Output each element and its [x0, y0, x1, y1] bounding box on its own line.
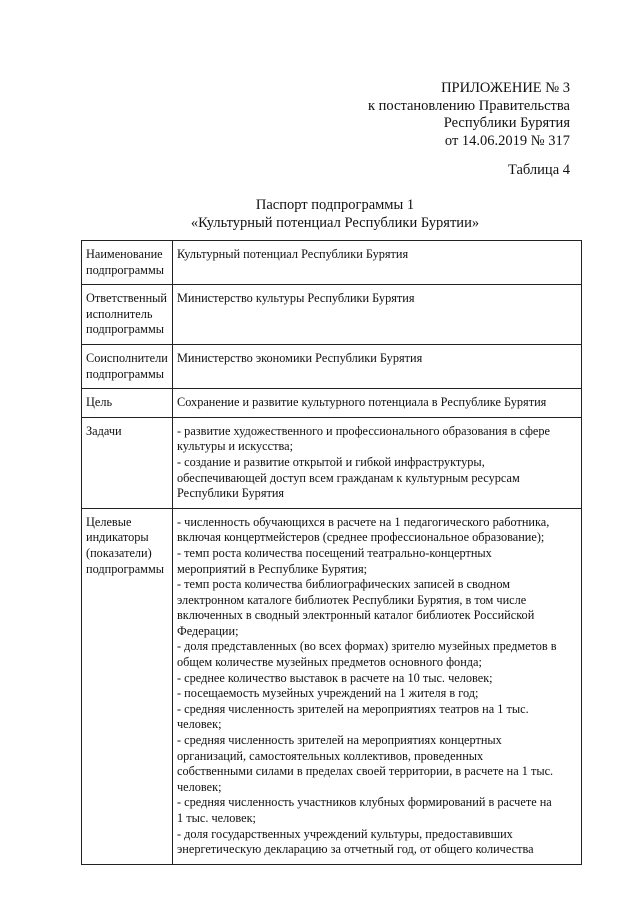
row-label-cell	[82, 285, 173, 345]
table-row	[82, 285, 582, 345]
row-value-line: включая концертмейстеров (среднее профессиональное образование);	[177, 530, 545, 545]
title-line: «Культурный потенциал Республики Бурятии»	[190, 214, 480, 231]
row-label-line: подпрограммы	[86, 262, 164, 277]
appendix-line: к постановлению Правительства	[368, 97, 570, 114]
row-value-line: Министерство экономики Республики Бурятия	[177, 350, 423, 365]
row-label-line: подпрограммы	[86, 561, 164, 576]
passport-table	[81, 240, 582, 865]
row-value-line: - развитие художественного и профессионального образования в сфере	[177, 423, 551, 438]
row-label-line: подпрограммы	[86, 322, 164, 337]
row-value-line: - темп роста количества посещений театрально-концертных	[177, 545, 492, 560]
row-value-line: культуры и искусства;	[177, 439, 293, 454]
row-value-line: - доля государственных учреждений культуры, предоставивших	[177, 826, 513, 841]
passport-table-body	[82, 241, 582, 865]
row-value-line: - среднее количество выставок в расчете на 10 тыс. человек;	[177, 670, 493, 685]
table-row	[82, 389, 582, 418]
appendix-line: от 14.06.2019 № 317	[444, 132, 570, 149]
row-value-line: 1 тыс. человек;	[177, 811, 256, 825]
row-value-line: - численность обучающихся в расчете на 1 педагогического работника,	[177, 514, 550, 529]
row-label-line: Наименование	[86, 247, 163, 261]
row-value-line: - средняя численность зрителей на мероприятиях театров на 1 тыс.	[177, 701, 529, 716]
row-value-line: организаций, самостоятельных коллективов, проведенных	[177, 748, 484, 763]
appendix-header	[368, 80, 570, 150]
row-value-cell	[173, 344, 582, 388]
row-value-line: - посещаемость музейных учреждений на 1 жителя в год;	[177, 686, 479, 701]
passport-title	[85, 197, 585, 233]
appendix-line: Республики Бурятия	[443, 115, 570, 132]
row-label-cell	[82, 241, 173, 285]
row-value-line: электронном каталоге библиотек Республики Бурятия, в том числе	[177, 592, 527, 607]
row-value-line: - средняя численность зрителей на мероприятиях концертных	[177, 733, 502, 748]
row-value-line: человек;	[177, 779, 222, 794]
row-label-cell	[82, 508, 173, 864]
table-row	[82, 344, 582, 388]
row-value-line: мероприятий в Республике Бурятия;	[177, 561, 368, 576]
row-value-line: - доля представленных (во всех формах) зрителю музейных предметов в	[177, 639, 557, 654]
row-label-line: (показатели)	[86, 545, 152, 560]
table-row	[82, 508, 582, 864]
table-number-label: Таблица 4	[507, 162, 570, 178]
table-row	[82, 241, 582, 285]
row-value-cell	[173, 417, 582, 508]
row-label-line: Целевые	[86, 514, 132, 529]
row-label-line: Цель	[86, 395, 113, 410]
row-value-line: собственными силами в пределах своей территории, в расчете на 1 тыс.	[177, 764, 554, 779]
title-line: Паспорт подпрограммы 1	[255, 197, 415, 213]
row-value-line: Федерации;	[177, 623, 239, 638]
row-label-line: Ответственный	[86, 291, 167, 306]
row-value-line: Республики Бурятия	[177, 486, 285, 501]
row-label-line: подпрограммы	[86, 366, 164, 381]
row-label-line: индикаторы	[86, 530, 149, 545]
row-value-cell	[173, 241, 582, 285]
row-value-cell	[173, 508, 582, 864]
row-value-line: общем количестве музейных предметов основного фонда;	[177, 655, 482, 670]
row-value-line: - средняя численность участников клубных формирований в расчете на	[177, 795, 552, 810]
row-value-line: включенных в сводный электронный каталог библиотек Российской	[177, 608, 535, 623]
row-label-line: исполнитель	[86, 306, 153, 321]
row-value-line: - темп роста количества библиографических записей в сводном	[177, 577, 511, 592]
row-value-line: Сохранение и развитие культурного потенциала в Республике Бурятия	[177, 395, 547, 410]
row-value-line: - создание и развитие открытой и гибкой инфраструктуры,	[177, 454, 485, 469]
row-value-line: Министерство культуры Республики Бурятия	[177, 291, 415, 306]
row-label-line: Задачи	[86, 423, 122, 438]
row-value-line: обеспечивающей доступ всем гражданам к культурным ресурсам	[177, 470, 520, 485]
row-value-cell	[173, 389, 582, 418]
table-row	[82, 417, 582, 508]
row-value-line: человек;	[177, 717, 222, 732]
row-value-line: Культурный потенциал Республики Бурятия	[177, 247, 409, 261]
row-label-cell	[82, 417, 173, 508]
row-label-line: Соисполнители	[86, 350, 168, 365]
row-value-line: энергетическую декларацию за отчетный год, от общего количества	[177, 842, 534, 857]
row-value-cell	[173, 285, 582, 345]
row-label-cell	[82, 344, 173, 388]
appendix-line: ПРИЛОЖЕНИЕ № 3	[441, 80, 570, 96]
row-label-cell	[82, 389, 173, 418]
